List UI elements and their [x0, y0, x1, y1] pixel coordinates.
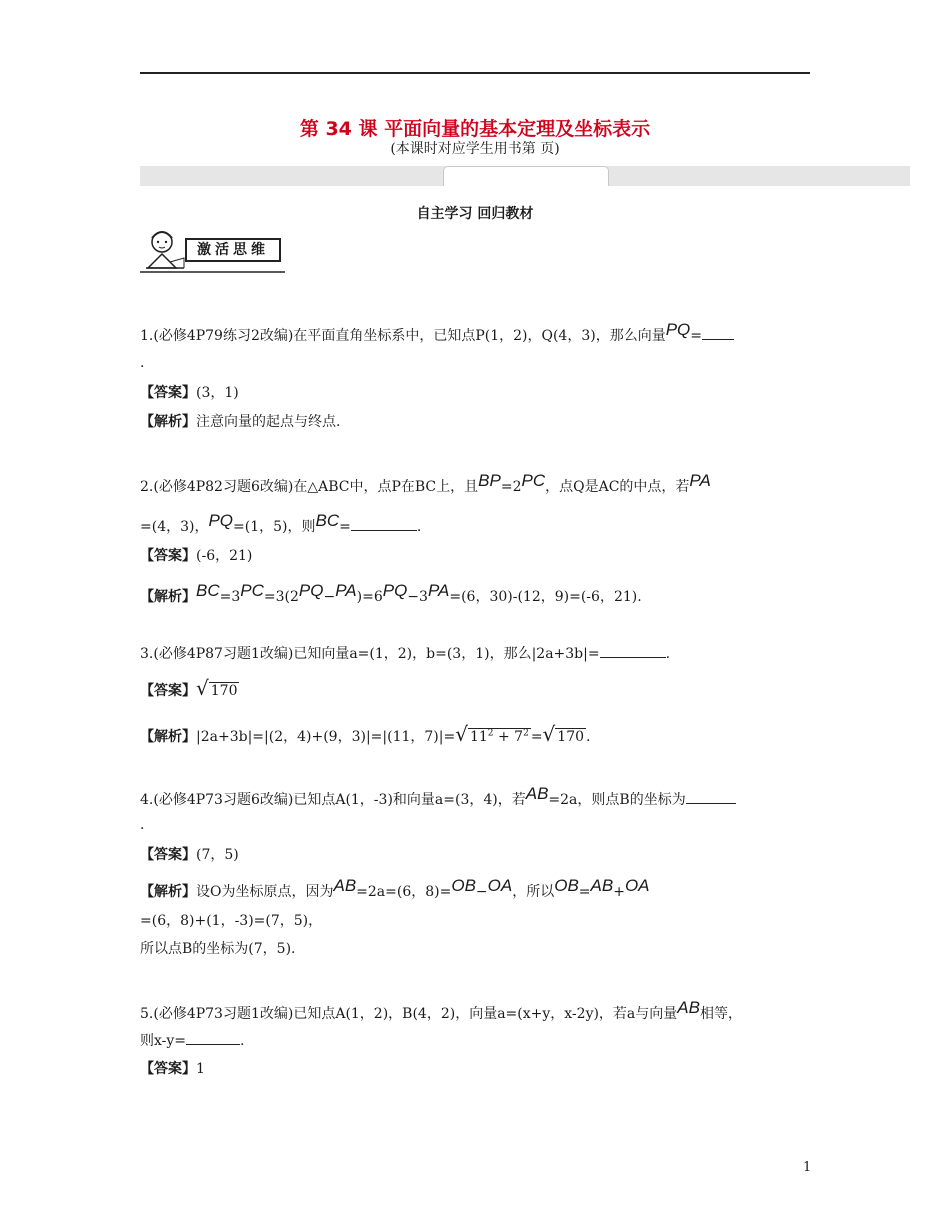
q4-a-vector-ob: OB — [451, 876, 476, 895]
q2-text-1: 2.(必修4P82习题6改编)在△ABC中，点P在BC上，且 — [140, 479, 479, 495]
q2-a-text-6: =(6，30)-(12，9)=(-6，21). — [449, 589, 642, 605]
q1-eq: = — [690, 328, 702, 344]
q4-a-text-3: − — [475, 884, 488, 900]
q2-vector-bp: BP — [478, 471, 501, 490]
answer-label: 【答案】 — [140, 548, 196, 564]
q5-text-2: 相等， — [699, 1006, 742, 1022]
answer-label: 【答案】 — [140, 385, 196, 401]
page-number: 1 — [803, 1160, 812, 1175]
q4-analysis — [140, 876, 650, 901]
q3-answer-value: 170 — [210, 683, 238, 699]
q2-answer — [140, 545, 252, 565]
q5-line1 — [140, 998, 742, 1023]
q4-answer-value: (7，5) — [196, 847, 239, 863]
q3-a-radicand — [468, 728, 531, 745]
q4-a-text-5: = — [578, 884, 591, 900]
q1-answer — [140, 382, 239, 402]
q3-analysis — [140, 722, 590, 746]
q2-a-text-1: =3 — [219, 589, 241, 605]
q4-analysis-line2: =(6，8)+(1，-3)=(7，5)， — [140, 913, 323, 929]
q1-analysis — [140, 411, 340, 431]
q5-answer-value: 1 — [196, 1061, 205, 1077]
badge-label: 激活思维 — [185, 238, 281, 262]
q4-line — [140, 784, 736, 809]
q4-a-vector-oa-2: OA — [624, 876, 650, 895]
q5-text-1: 5.(必修4P73习题1改编)已知点A(1，2)，B(4，2)，向量a=(x+y，x-2y)，若a与向量 — [140, 1006, 678, 1022]
q4-a-vector-ob-2: OB — [554, 876, 579, 895]
page-subtitle: (本课时对应学生用书第 页) — [390, 141, 560, 157]
analysis-label: 【解析】 — [140, 414, 196, 430]
q3-a-base-1: 11 — [469, 729, 488, 745]
q2-blank — [351, 518, 417, 531]
q2-text-3: ，点Q是AC的中点，若 — [545, 479, 690, 495]
q3-a-text-3: . — [586, 729, 591, 745]
q2-a-vector-pq: PQ — [298, 581, 324, 600]
page-title: 第 34 课 平面向量的基本定理及坐标表示 — [299, 118, 651, 140]
header-band-tab — [443, 166, 609, 186]
q2-a-text-4: )=6 — [356, 589, 383, 605]
q4-a-text-2: =2a=(6，8)= — [356, 884, 452, 900]
analysis-label: 【解析】 — [140, 884, 196, 900]
q3-text: 3.(必修4P87习题1改编)已知向量a=(1，2)，b=(3，1)，那么|2a+3b|= — [140, 646, 600, 662]
q2-vector-pc: PC — [521, 471, 546, 490]
q2-text-7: . — [416, 519, 422, 535]
q1-tail: . — [140, 355, 145, 371]
q1-blank — [702, 327, 734, 340]
q5-line2 — [140, 1030, 244, 1050]
q2-a-vector-pq-2: PQ — [382, 581, 408, 600]
q2-vector-bc: BC — [315, 511, 340, 530]
q2-answer-value: (-6，21) — [196, 548, 253, 564]
q4-a-text-6: + — [613, 884, 625, 900]
q2-a-vector-pc: PC — [240, 581, 264, 600]
top-rule — [140, 72, 810, 74]
q2-a-vector-pa-2: PA — [427, 581, 450, 600]
q2-a-vector-pa: PA — [335, 581, 357, 600]
q2-a-text-3: − — [323, 589, 336, 605]
q3-a-exp-1: 2 — [487, 728, 494, 739]
q4-a-text-1: 设O为坐标原点，因为 — [196, 884, 334, 900]
q5-answer — [140, 1058, 205, 1078]
q2-vector-pq: PQ — [208, 511, 234, 530]
q3-a-text-2: = — [530, 729, 543, 745]
sqrt-icon: √ — [542, 722, 556, 746]
q2-a-text-5: −3 — [407, 589, 428, 605]
q2-vector-pa: PA — [689, 471, 711, 490]
q4-a-vector-oa: OA — [487, 876, 513, 895]
sqrt-icon: √ — [455, 722, 468, 746]
sqrt-icon: √ — [196, 676, 209, 700]
q2-text-4: =(4，3)， — [140, 519, 209, 535]
q1-vector: PQ — [665, 320, 691, 339]
q4-text-1: 4.(必修4P73习题6改编)已知点A(1，-3)和向量a=(3，4)，若 — [140, 792, 526, 808]
q4-a-text-4: ，所以 — [512, 884, 555, 900]
q1-text: 1.(必修4P79练习2改编)在平面直角坐标系中，已知点P(1，2)，Q(4，3)，那么向量 — [140, 328, 666, 344]
q3-a-base-2: 7 — [514, 729, 524, 745]
q4-a-vector-ab-2: AB — [590, 876, 614, 895]
q1-analysis-text: 注意向量的起点与终点. — [196, 414, 341, 430]
q2-text-5: =(1，5)，则 — [233, 519, 316, 535]
answer-label: 【答案】 — [140, 1061, 196, 1077]
q2-line1 — [140, 471, 711, 496]
q3-tail: . — [665, 646, 671, 662]
q5-text-4: . — [240, 1033, 245, 1049]
analysis-label: 【解析】 — [140, 729, 196, 745]
q3-a-text-1: |2a+3b|=|(2，4)+(9，3)|=|(11，7)|= — [196, 729, 456, 745]
q3-line — [140, 643, 670, 663]
q3-a-exp-2: 2 — [523, 728, 529, 739]
q4-blank — [686, 791, 736, 804]
q3-blank — [600, 645, 666, 658]
answer-label: 【答案】 — [140, 847, 196, 863]
section-heading: 自主学习 回归教材 — [416, 206, 534, 222]
q4-text-2: =2a，则点B的坐标为 — [548, 792, 686, 808]
q1-answer-value: (3，1) — [196, 385, 239, 401]
q3-a-plus: + — [493, 729, 515, 745]
q4-analysis-line3: 所以点B的坐标为(7，5). — [140, 941, 296, 957]
analysis-label: 【解析】 — [140, 589, 196, 605]
q2-a-vector-bc: BC — [196, 581, 220, 600]
q3-answer — [140, 676, 239, 700]
q2-text-2: =2 — [500, 479, 522, 495]
q5-text-3: 则x-y= — [140, 1033, 187, 1049]
answer-label: 【答案】 — [140, 683, 196, 699]
q3-a-result: 170 — [557, 729, 585, 745]
q4-vector-ab: AB — [525, 784, 549, 803]
q1-line — [140, 320, 734, 345]
q4-answer — [140, 844, 239, 864]
q4-tail: . — [140, 817, 145, 833]
q2-a-text-2: =3(2 — [263, 589, 299, 605]
q5-vector-ab: AB — [677, 998, 700, 1017]
q2-line2 — [140, 511, 422, 536]
q4-a-vector-ab: AB — [333, 876, 357, 895]
q2-analysis — [140, 581, 642, 606]
q2-text-6: = — [339, 519, 351, 535]
q5-blank — [186, 1032, 240, 1045]
